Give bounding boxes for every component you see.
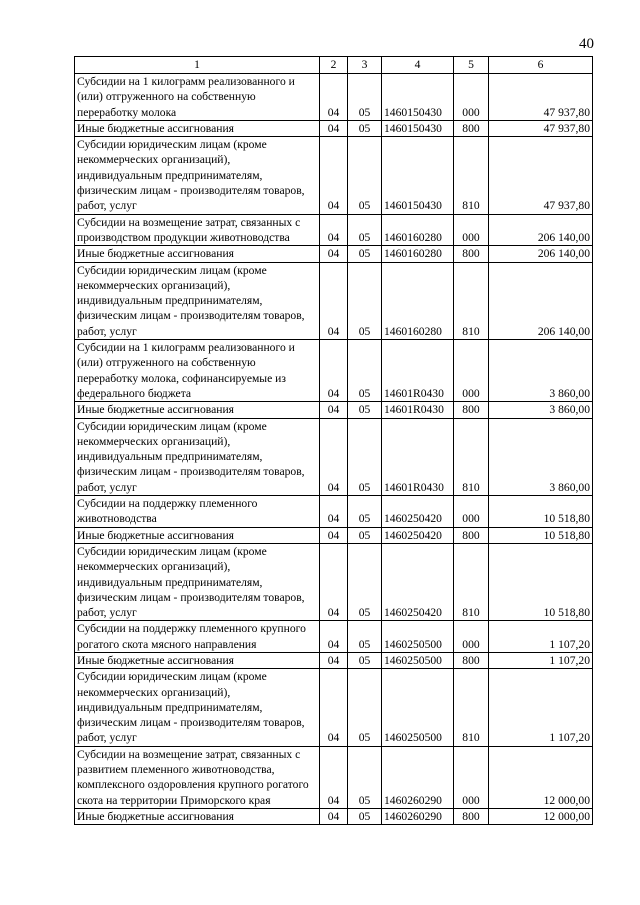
row-subsection: 05 [348, 137, 382, 214]
table-row [75, 543, 593, 620]
row-section: 04 [320, 669, 348, 746]
row-expense-type: 000 [454, 74, 489, 121]
row-target-article: 14601R0430 [382, 418, 454, 495]
row-subsection: 05 [348, 527, 382, 543]
table-row [75, 746, 593, 808]
row-subsection: 05 [348, 262, 382, 339]
row-section: 04 [320, 402, 348, 418]
row-expense-type: 000 [454, 496, 489, 528]
budget-table [74, 56, 593, 825]
row-subsection: 05 [348, 621, 382, 653]
row-target-article: 1460160280 [382, 262, 454, 339]
row-section: 04 [320, 214, 348, 246]
row-expense-type: 000 [454, 746, 489, 808]
row-expense-type: 810 [454, 262, 489, 339]
row-amount: 10 518,80 [489, 527, 593, 543]
header-col-6: 6 [489, 57, 593, 74]
table-row [75, 120, 593, 136]
row-amount: 3 860,00 [489, 402, 593, 418]
row-section: 04 [320, 543, 348, 620]
row-target-article: 1460250500 [382, 669, 454, 746]
row-amount: 1 107,20 [489, 652, 593, 668]
row-amount: 3 860,00 [489, 418, 593, 495]
row-target-article: 1460260290 [382, 808, 454, 824]
table-row [75, 669, 593, 746]
row-amount: 3 860,00 [489, 340, 593, 402]
row-expense-type: 000 [454, 621, 489, 653]
row-section: 04 [320, 340, 348, 402]
row-expense-type: 800 [454, 527, 489, 543]
row-subsection: 05 [348, 746, 382, 808]
row-subsection: 05 [348, 496, 382, 528]
row-subsection: 05 [348, 402, 382, 418]
table-row [75, 246, 593, 262]
table-row [75, 418, 593, 495]
row-target-article: 1460150430 [382, 137, 454, 214]
row-expense-type: 800 [454, 246, 489, 262]
row-section: 04 [320, 137, 348, 214]
row-subsection: 05 [348, 246, 382, 262]
row-target-article: 1460250500 [382, 621, 454, 653]
row-description: Субсидии на возмещение затрат, связанных с производством продукции животноводства [75, 214, 320, 246]
row-expense-type: 000 [454, 340, 489, 402]
row-section: 04 [320, 74, 348, 121]
row-section: 04 [320, 496, 348, 528]
table-row [75, 340, 593, 402]
table-row [75, 621, 593, 653]
row-section: 04 [320, 621, 348, 653]
row-description: Субсидии юридическим лицам (кроме некоммерческих организаций), индивидуальным предпринимателям, физическим лицам - производителям товаров, работ, услуг [75, 262, 320, 339]
row-section: 04 [320, 527, 348, 543]
row-subsection: 05 [348, 669, 382, 746]
row-target-article: 1460160280 [382, 246, 454, 262]
row-target-article: 1460260290 [382, 746, 454, 808]
row-description: Субсидии юридическим лицам (кроме некоммерческих организаций), индивидуальным предпринимателям, физическим лицам - производителям товаров, работ, услуг [75, 543, 320, 620]
row-amount: 206 140,00 [489, 214, 593, 246]
row-section: 04 [320, 262, 348, 339]
page-number: 40 [579, 36, 594, 52]
row-target-article: 1460150430 [382, 120, 454, 136]
row-description: Субсидии юридическим лицам (кроме некоммерческих организаций), индивидуальным предпринимателям, физическим лицам - производителям товаров, работ, услуг [75, 669, 320, 746]
table-row [75, 808, 593, 824]
table-row [75, 496, 593, 528]
header-col-5: 5 [454, 57, 489, 74]
table-row [75, 652, 593, 668]
row-subsection: 05 [348, 652, 382, 668]
row-section: 04 [320, 808, 348, 824]
row-expense-type: 000 [454, 214, 489, 246]
row-section: 04 [320, 746, 348, 808]
row-amount: 206 140,00 [489, 262, 593, 339]
row-target-article: 14601R0430 [382, 402, 454, 418]
row-expense-type: 810 [454, 137, 489, 214]
row-description: Субсидии на 1 килограмм реализованного и (или) отгруженного на собственную переработку молока [75, 74, 320, 121]
row-amount: 206 140,00 [489, 246, 593, 262]
row-subsection: 05 [348, 543, 382, 620]
row-subsection: 05 [348, 214, 382, 246]
row-section: 04 [320, 418, 348, 495]
row-expense-type: 810 [454, 418, 489, 495]
row-expense-type: 800 [454, 120, 489, 136]
row-target-article: 1460250420 [382, 527, 454, 543]
row-description: Субсидии юридическим лицам (кроме некоммерческих организаций), индивидуальным предпринимателям, физическим лицам - производителям товаров, работ, услуг [75, 418, 320, 495]
row-subsection: 05 [348, 74, 382, 121]
row-target-article: 1460160280 [382, 214, 454, 246]
row-amount: 47 937,80 [489, 137, 593, 214]
row-expense-type: 810 [454, 543, 489, 620]
row-target-article: 1460250500 [382, 652, 454, 668]
row-amount: 10 518,80 [489, 496, 593, 528]
row-section: 04 [320, 120, 348, 136]
row-description: Субсидии на поддержку племенного крупного рогатого скота мясного направления [75, 621, 320, 653]
table-row [75, 74, 593, 121]
row-amount: 1 107,20 [489, 669, 593, 746]
row-subsection: 05 [348, 808, 382, 824]
header-col-1: 1 [75, 57, 320, 74]
table-header-row [75, 57, 593, 74]
row-description: Субсидии на 1 килограмм реализованного и (или) отгруженного на собственную переработку молока, софинансируемые из федерального бюджета [75, 340, 320, 402]
row-expense-type: 810 [454, 669, 489, 746]
header-col-4: 4 [382, 57, 454, 74]
row-description: Иные бюджетные ассигнования [75, 402, 320, 418]
row-description: Иные бюджетные ассигнования [75, 120, 320, 136]
row-target-article: 1460250420 [382, 543, 454, 620]
row-target-article: 14601R0430 [382, 340, 454, 402]
row-section: 04 [320, 246, 348, 262]
row-description: Иные бюджетные ассигнования [75, 527, 320, 543]
row-subsection: 05 [348, 120, 382, 136]
row-amount: 47 937,80 [489, 74, 593, 121]
table-row [75, 137, 593, 214]
table-row [75, 262, 593, 339]
row-amount: 1 107,20 [489, 621, 593, 653]
row-amount: 47 937,80 [489, 120, 593, 136]
table-row [75, 214, 593, 246]
row-target-article: 1460150430 [382, 74, 454, 121]
row-amount: 12 000,00 [489, 808, 593, 824]
row-subsection: 05 [348, 340, 382, 402]
header-col-3: 3 [348, 57, 382, 74]
header-col-2: 2 [320, 57, 348, 74]
row-expense-type: 800 [454, 652, 489, 668]
row-description: Иные бюджетные ассигнования [75, 808, 320, 824]
row-target-article: 1460250420 [382, 496, 454, 528]
row-amount: 12 000,00 [489, 746, 593, 808]
table-row [75, 402, 593, 418]
row-description: Субсидии на возмещение затрат, связанных с развитием племенного животноводства, комплексного оздоровления крупного рогатого скота на территории Приморского края [75, 746, 320, 808]
row-subsection: 05 [348, 418, 382, 495]
row-description: Иные бюджетные ассигнования [75, 652, 320, 668]
row-expense-type: 800 [454, 402, 489, 418]
table-row [75, 527, 593, 543]
row-description: Субсидии на поддержку племенного животноводства [75, 496, 320, 528]
row-description: Субсидии юридическим лицам (кроме некоммерческих организаций), индивидуальным предпринимателям, физическим лицам - производителям товаров, работ, услуг [75, 137, 320, 214]
row-expense-type: 800 [454, 808, 489, 824]
row-description: Иные бюджетные ассигнования [75, 246, 320, 262]
row-amount: 10 518,80 [489, 543, 593, 620]
row-section: 04 [320, 652, 348, 668]
